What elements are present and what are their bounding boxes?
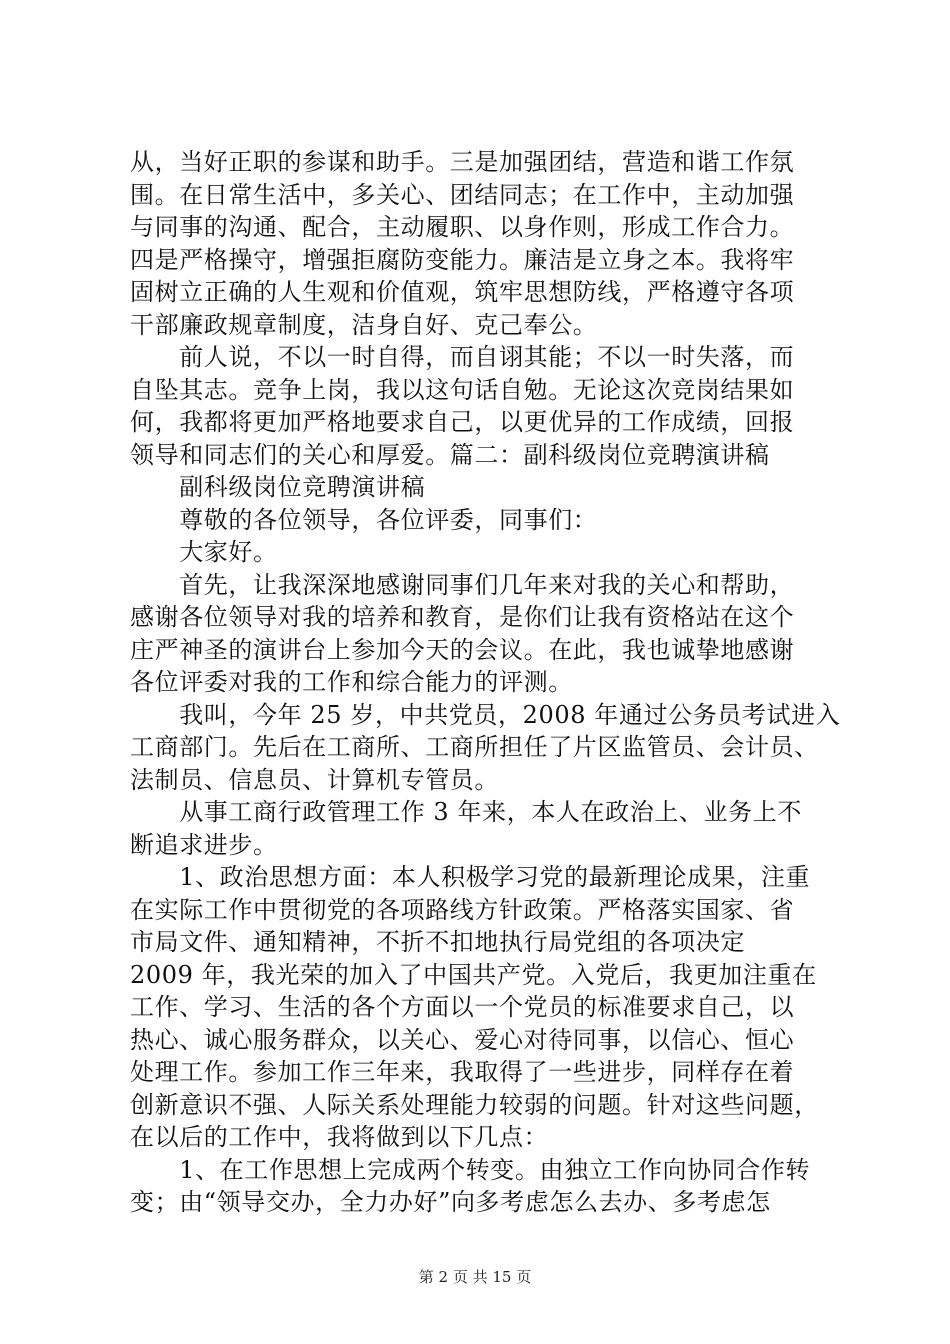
page-number-footer: 第 2 页 共 15 页 bbox=[418, 1268, 532, 1286]
text-line: 首先，让我深深地感谢同事们几年来对我的关心和帮助， bbox=[130, 570, 795, 599]
text-line: 何，我都将更加严格地要求自己，以更优异的工作成绩，回报 bbox=[130, 408, 795, 436]
text-line: 固树立正确的人生观和价值观，筑牢思想防线，严格遵守各项 bbox=[130, 278, 795, 306]
text-line: 1、政治思想方面：本人积极学习党的最新理论成果，注重 bbox=[130, 863, 811, 891]
text-line: 干部廉政规章制度，洁身自好、克己奉公。 bbox=[130, 310, 598, 339]
text-line: 围。在日常生活中，多关心、团结同志；在工作中，主动加强 bbox=[130, 180, 795, 209]
text-line: 在实际工作中贯彻党的各项路线方针政策。严格落实国家、省 bbox=[130, 895, 795, 924]
text-line: 自坠其志。竞争上岗，我以这句话自勉。无论这次竞岗结果如 bbox=[130, 375, 795, 404]
text-line: 变；由“领导交办，全力办好”向多考虑怎么去办、多考虑怎 bbox=[130, 1188, 771, 1216]
salutation: 尊敬的各位领导，各位评委，同事们： bbox=[130, 505, 598, 534]
text-line: 创新意识不强、人际关系处理能力较弱的问题。针对这些问题， bbox=[130, 1090, 819, 1119]
text-line: 市局文件、通知精神，不折不扣地执行局党组的各项决定 bbox=[130, 928, 745, 956]
text-line: 庄严神圣的演讲台上参加今天的会议。在此，我也诚挚地感谢 bbox=[130, 635, 795, 664]
text-line: 各位评委对我的工作和综合能力的评测。 bbox=[130, 668, 573, 696]
section-heading: 副科级岗位竞聘演讲稿 bbox=[130, 473, 426, 501]
text-line: 1、在工作思想上完成两个转变。由独立工作向协同合作转 bbox=[130, 1155, 811, 1184]
text-line: 从事工商行政管理工作 3 年来，本人在政治上、业务上不 bbox=[130, 798, 802, 826]
text-line: 四是严格操守，增强拒腐防变能力。廉洁是立身之本。我将牢 bbox=[130, 245, 795, 274]
text-line: 前人说，不以一时自得，而自诩其能；不以一时失落，而 bbox=[130, 343, 795, 371]
text-line: 热心、诚心服务群众，以关心、爱心对待同事，以信心、恒心 bbox=[130, 1025, 795, 1054]
text-line: 感谢各位领导对我的培养和教育，是你们让我有资格站在这个 bbox=[130, 603, 795, 631]
text-line: 法制员、信息员、计算机专管员。 bbox=[130, 765, 499, 794]
text-line: 工商部门。先后在工商所、工商所担任了片区监管员、会计员、 bbox=[130, 733, 819, 761]
text-line: 处理工作。参加工作三年来，我取得了一些进步，同样存在着 bbox=[130, 1058, 795, 1086]
document-body bbox=[130, 146, 841, 1219]
text-line: 我叫，今年 25 岁，中共党员，2008 年通过公务员考试进入 bbox=[130, 700, 841, 729]
text-line: 从，当好正职的参谋和助手。三是加强团结，营造和谐工作氛 bbox=[130, 148, 795, 176]
text-line: 领导和同志们的关心和厚爱。篇二：副科级岗位竞聘演讲稿 bbox=[130, 440, 770, 469]
text-line: 工作、学习、生活的各个方面以一个党员的标准要求自己，以 bbox=[130, 993, 795, 1021]
text-line: 断追求进步。 bbox=[130, 830, 278, 859]
greeting: 大家好。 bbox=[130, 538, 278, 566]
text-line: 在以后的工作中，我将做到以下几点： bbox=[130, 1123, 549, 1151]
text-line: 2009 年，我光荣的加入了中国共产党。入党后，我更加注重在 bbox=[130, 960, 817, 989]
text-line: 与同事的沟通、配合，主动履职、以身作则，形成工作合力。 bbox=[130, 213, 795, 241]
